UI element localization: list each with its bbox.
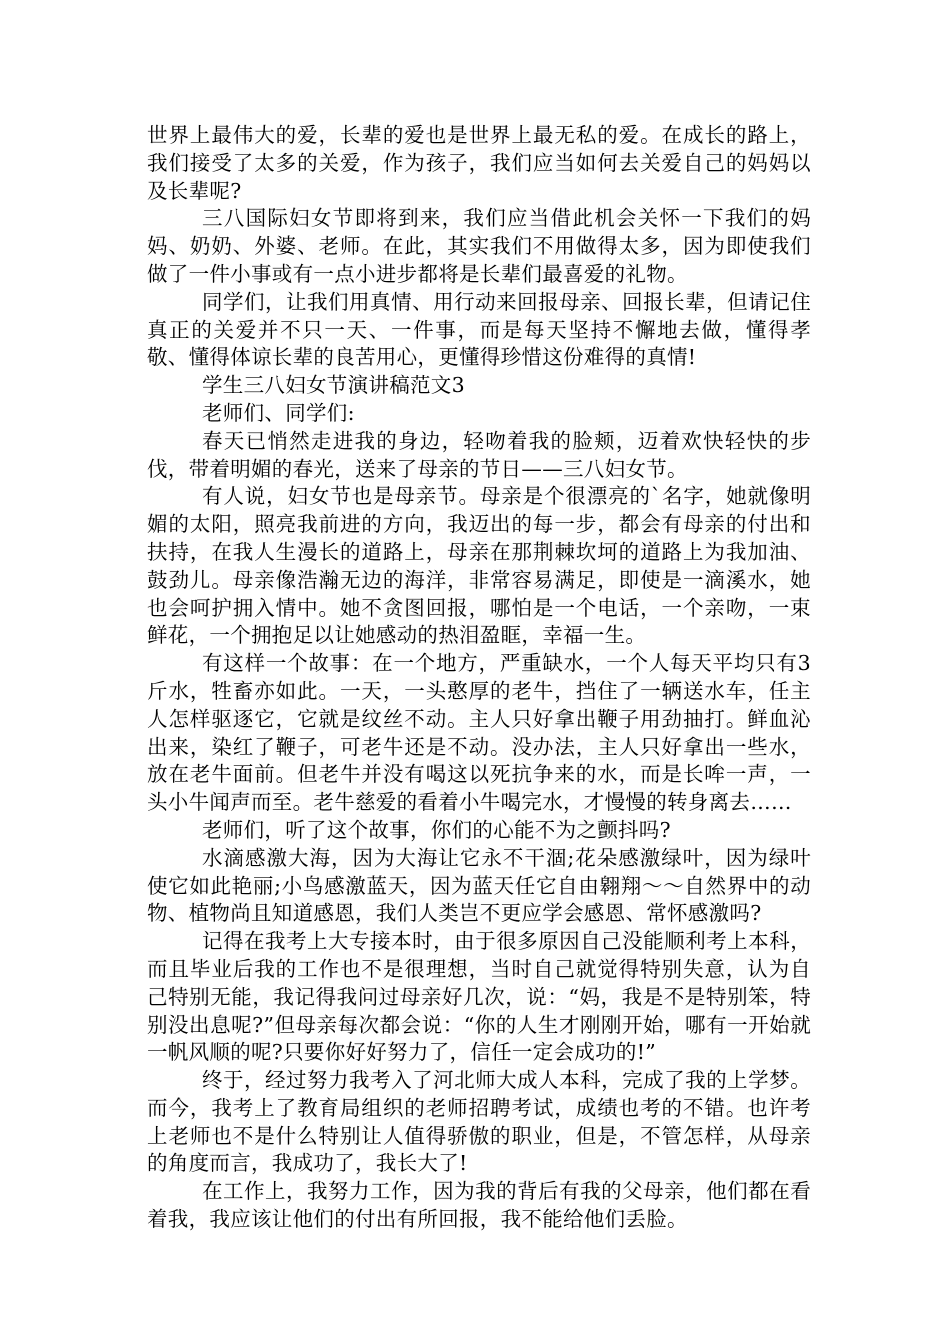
salutation: 老师们、同学们: [202,400,355,425]
paragraph: 在工作上，我努力工作，因为我的背后有我的父母亲，他们都在看着我，我应该让他们的付出有所回报，我不能给他们丢脸。 [147,1179,811,1232]
paragraph: 同学们，让我们用真情、用行动来回报母亲、回报长辈，但请记住真正的关爱并不只一天、一件事，而是每天坚持不懈地去做，懂得孝敬、懂得体谅长辈的良苦用心，更懂得珍惜这份难得的真情! [147,289,811,370]
paragraph: 世界上最伟大的爱，长辈的爱也是世界上最无私的爱。在成长的路上，我们接受了太多的关爱，作为孩子，我们应当如何去关爱自己的妈妈以及长辈呢? [147,123,811,203]
document-body [147,122,811,1234]
paragraph: 春天已悄然走进我的身边，轻吻着我的脸颊，迈着欢快轻快的步伐，带着明媚的春光，送来了母亲的节日——三八妇女节。 [147,428,811,481]
paragraph: 有人说，妇女节也是母亲节。母亲是个很漂亮的`名字，她就像明媚的太阳，照亮我前进的方向，我迈出的每一步，都会有母亲的付出和扶持，在我人生漫长的道路上，母亲在那荆棘坎坷的道路上为我加油、鼓劲儿。母亲像浩瀚无边的海洋，非常容易满足，即使是一滴溪水，她也会呵护拥入情中。她不贪图回报，哪怕是一个电话，一个亲吻，一束鲜花，一个拥抱足以让她感动的热泪盈眶，幸福一生。 [147,484,811,648]
paragraph: 老师们，听了这个故事，你们的心能不为之颤抖吗? [202,817,671,842]
section-heading: 学生三八妇女节演讲稿范文3 [202,373,465,398]
paragraph: 有这样一个故事：在一个地方，严重缺水，一个人每天平均只有3斤水，牲畜亦如此。一天，一头憨厚的老牛，挡住了一辆送水车，任主人怎样驱逐它，它就是纹丝不动。主人只好拿出鞭子用劲抽打。鲜血沁出来，染红了鞭子，可老牛还是不动。没办法，主人只好拿出一些水，放在老牛面前。但老牛并没有喝这以死抗争来的水，而是长哞一声，一头小牛闻声而至。老牛慈爱的看着小牛喝完水，才慢慢的转身离去…… [147,651,811,815]
paragraph: 记得在我考上大专接本时，由于很多原因自己没能顺利考上本科，而且毕业后我的工作也不是很理想，当时自己就觉得特别失意，认为自己特别无能，我记得我问过母亲好几次，说：“妈，我是不是特别笨，特别没出息呢?”但母亲每次都会说：“你的人生才刚刚开始，哪有一开始就一帆风顺的呢?只要你好好努力了，信任一定会成功的!” [147,929,811,1065]
paragraph: 三八国际妇女节即将到来，我们应当借此机会关怀一下我们的妈妈、奶奶、外婆、老师。在此，其实我们不用做得太多，因为即使我们做了一件小事或有一点小进步都将是长辈们最喜爱的礼物。 [147,206,811,286]
paragraph: 终于，经过努力我考入了河北师大成人本科，完成了我的上学梦。而今，我考上了教育局组织的老师招聘考试，成绩也考的不错。也许考上老师也不是什么特别让人值得骄傲的职业，但是，不管怎样，从母亲的角度而言，我成功了，我长大了! [147,1068,811,1176]
paragraph: 水滴感激大海，因为大海让它永不干涸;花朵感激绿叶，因为绿叶使它如此艳丽;小鸟感激蓝天，因为蓝天任它自由翱翔～～自然界中的动物、植物尚且知道感恩，我们人类岂不更应学会感恩、常怀感激吗? [147,845,811,926]
